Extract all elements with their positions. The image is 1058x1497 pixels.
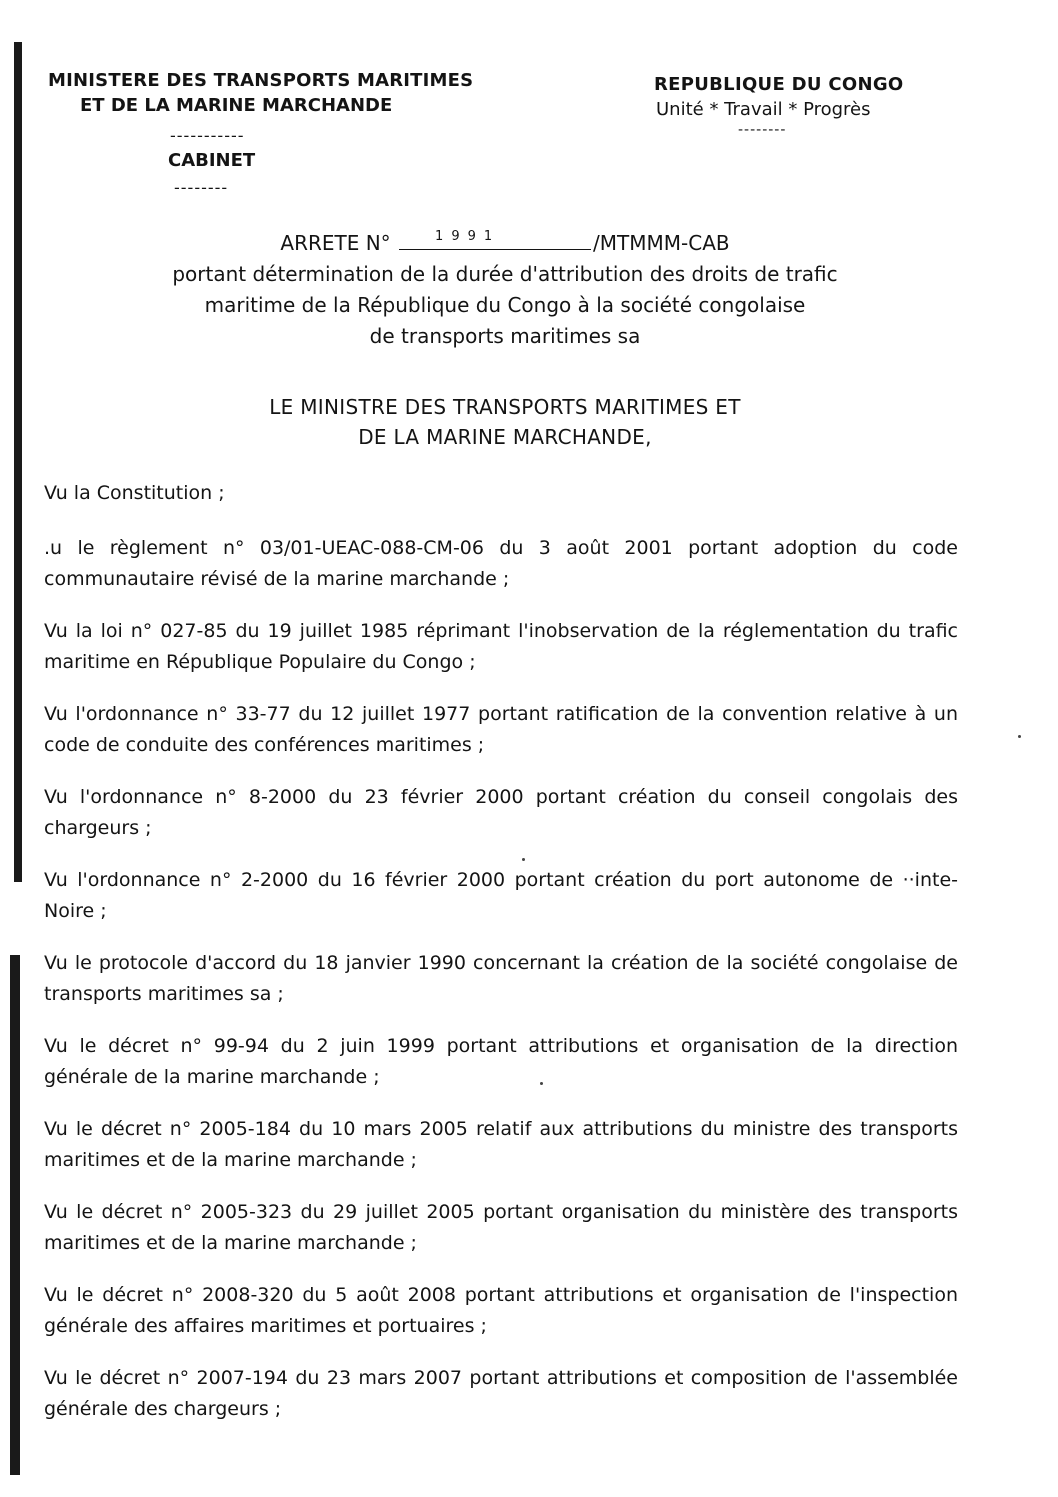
ministry-name-line1: MINISTERE DES TRANSPORTS MARITIMES — [48, 70, 474, 91]
minister-heading-line1: LE MINISTRE DES TRANSPORTS MARITIMES ET — [269, 395, 741, 419]
handwritten-decree-number: 1991 — [435, 229, 501, 244]
visa-paragraph: Vu le décret n° 2005-323 du 29 juillet 2005 portant organisation du ministère des transports maritimes et de la marine marchande ; — [44, 1201, 958, 1254]
scan-edge-artifact — [14, 42, 22, 882]
decree-subject-line1: portant détermination de la durée d'attribution des droits de trafic — [172, 262, 838, 286]
decree-suffix: /MTMMM-CAB — [593, 231, 730, 255]
visa-paragraph: Vu le décret n° 2005-184 du 10 mars 2005 relatif aux attributions du ministre des transports maritimes et de la marine marchande ; — [44, 1118, 958, 1171]
decree-number-blank — [399, 231, 591, 250]
visa-paragraph: Vu l'ordonnance n° 2-2000 du 16 février 2000 portant création du port autonome de ·‧inte-Noire ; — [44, 869, 958, 922]
minister-heading — [0, 392, 1010, 452]
ministry-name-line2: ET DE LA MARINE MARCHANDE — [80, 95, 393, 116]
visa-paragraph: Vu la loi n° 027-85 du 19 juillet 1985 réprimant l'inobservation de la réglementation du trafic maritime en République Populaire du Congo ; — [44, 620, 958, 673]
decree-prefix: ARRETE N° — [280, 231, 391, 255]
scan-speck — [1018, 735, 1021, 738]
separator: -------- — [174, 178, 229, 197]
visa-paragraph: Vu le protocole d'accord du 18 janvier 1990 concernant la création de la société congolaise de transports maritimes sa ; — [44, 952, 958, 1005]
ministry-header — [48, 70, 488, 197]
cabinet-label: CABINET — [168, 150, 256, 171]
decree-subject-line2: maritime de la République du Congo à la société congolaise — [204, 293, 806, 317]
visa-paragraph: Vu le décret n° 2008-320 du 5 août 2008 portant attributions et organisation de l'inspection générale des affaires maritimes et portuaires ; — [44, 1284, 958, 1337]
decree-number-line — [0, 228, 1010, 259]
visa-list — [44, 478, 958, 1446]
visa-paragraph: Vu l'ordonnance n° 8-2000 du 23 février 2000 portant création du conseil congolais des chargeurs ; — [44, 786, 958, 839]
decree-subject-line3: de transports maritimes sa — [369, 324, 641, 348]
visa-paragraph: .u le règlement n° 03/01-UEAC-088-CM-06 du 3 août 2001 portant adoption du code communautaire révisé de la marine marchande ; — [44, 537, 958, 590]
minister-heading-line2: DE LA MARINE MARCHANDE, — [358, 425, 652, 449]
visa-paragraph: Vu le décret n° 2007-194 du 23 mars 2007 portant attributions et composition de l'assemblée générale des chargeurs ; — [44, 1367, 958, 1420]
national-motto: Unité * Travail * Progrès — [656, 99, 871, 120]
visa-paragraph: Vu la Constitution ; — [44, 482, 225, 504]
decree-title — [0, 228, 1010, 352]
visa-paragraph: Vu l'ordonnance n° 33-77 du 12 juillet 1977 portant ratification de la convention relative à un code de conduite des conférences maritimes ; — [44, 703, 958, 756]
republic-name: REPUBLIQUE DU CONGO — [654, 74, 904, 95]
separator: -------- — [738, 122, 787, 138]
scan-edge-artifact — [10, 955, 20, 1475]
republic-header — [654, 74, 934, 138]
visa-paragraph: Vu le décret n° 99-94 du 2 juin 1999 portant attributions et organisation de la direction générale de la marine marchande ; — [44, 1035, 958, 1088]
separator: ----------- — [170, 126, 245, 145]
